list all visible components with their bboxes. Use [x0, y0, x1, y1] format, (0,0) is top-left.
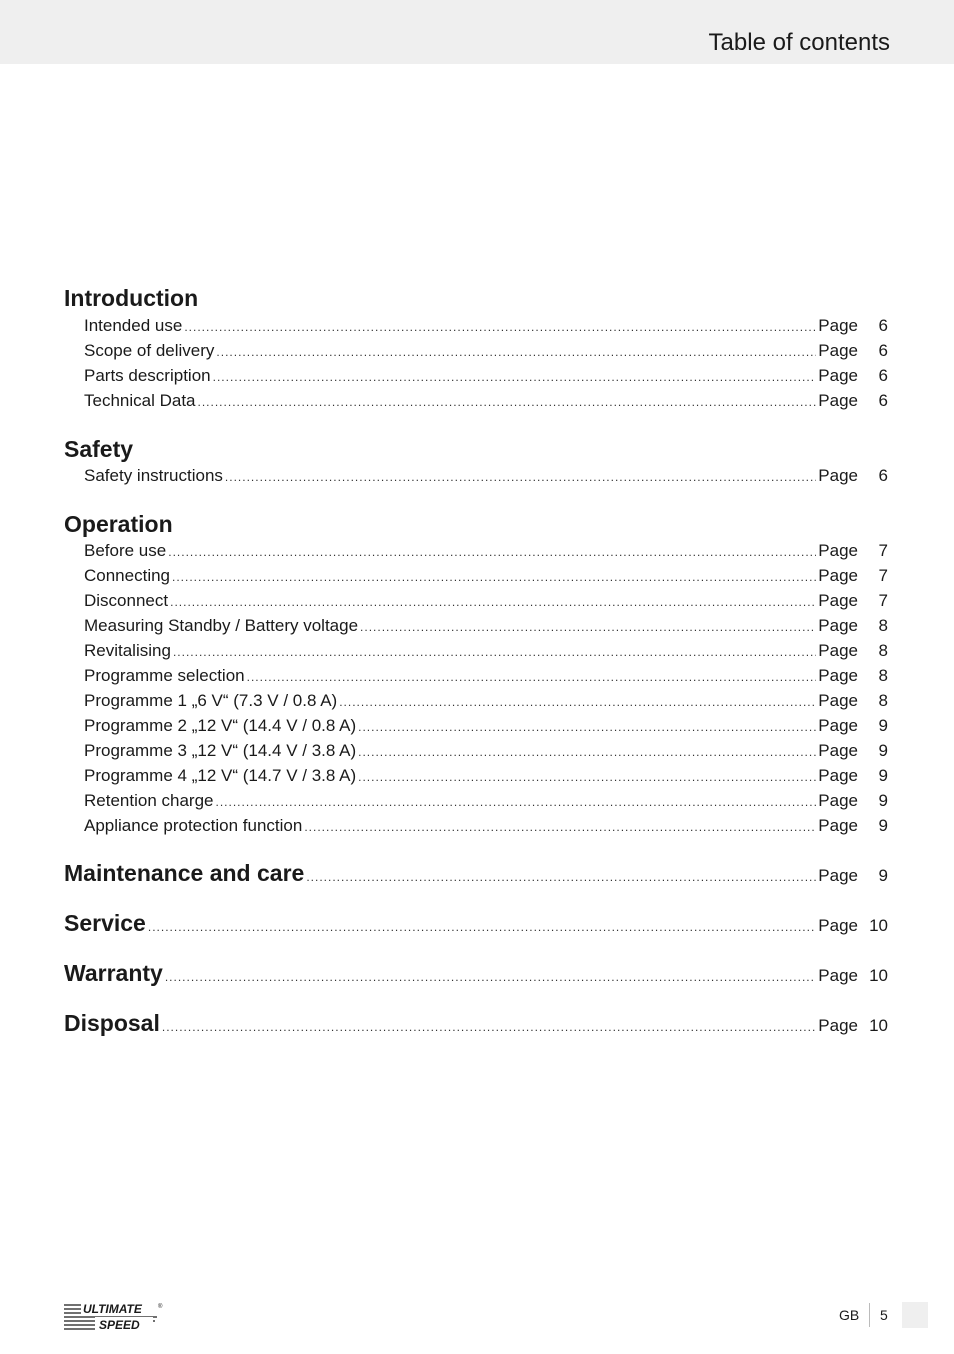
page-word: Page	[818, 916, 858, 935]
page-number: 9	[878, 816, 888, 835]
dot-leader	[360, 615, 816, 639]
page-number: 7	[878, 541, 888, 560]
dot-leader	[225, 465, 816, 489]
dot-leader	[358, 765, 816, 789]
toc-entry-label: Revitalising	[84, 641, 171, 660]
page-word: Page	[818, 466, 858, 485]
page-word: Page	[818, 1016, 858, 1035]
toc-entry-label: Programme 1 „6 V“ (7.3 V / 0.8 A)	[84, 691, 338, 710]
logo-text-bottom: SPEED	[99, 1318, 140, 1332]
dot-leader	[215, 790, 816, 814]
page-number: 6	[878, 316, 888, 335]
page-number: 6	[878, 366, 888, 385]
toc-entry-label: Scope of delivery	[84, 341, 215, 360]
toc-entry-service[interactable]	[64, 911, 888, 939]
page-word: Page	[818, 791, 858, 810]
page-number: 10	[869, 1016, 888, 1035]
page-number: 9	[878, 716, 888, 735]
toc-entry-label: Programme selection	[84, 666, 245, 685]
toc-entry[interactable]	[84, 739, 888, 764]
toc-entry[interactable]	[84, 589, 888, 614]
dot-leader	[306, 865, 816, 889]
toc-entry-label: Programme 4 „12 V“ (14.7 V / 3.8 A)	[84, 766, 357, 785]
footer-tab-box	[902, 1302, 928, 1328]
page-number: 7	[878, 591, 888, 610]
dot-leader	[165, 965, 816, 989]
logo-registered-mark: ®	[158, 1304, 163, 1310]
toc-entry-label: Maintenance and care	[64, 860, 305, 886]
page-number: 7	[878, 566, 888, 585]
toc-entry-label: Parts description	[84, 366, 211, 385]
page-number: 8	[878, 616, 888, 635]
dot-leader	[170, 590, 816, 614]
toc-entry[interactable]	[84, 464, 888, 489]
page-number: 10	[869, 966, 888, 985]
footer-divider	[869, 1303, 870, 1327]
toc-entry-label: Connecting	[84, 566, 171, 585]
page-number: 8	[878, 691, 888, 710]
toc-entry-label: Programme 2 „12 V“ (14.4 V / 0.8 A)	[84, 716, 357, 735]
toc-entry-label: Disposal	[64, 1010, 160, 1036]
toc-entry-label: Service	[64, 910, 146, 936]
page-word: Page	[818, 716, 858, 735]
logo-text-top: ULTIMATE	[83, 1302, 142, 1316]
dot-leader	[358, 740, 816, 764]
dot-leader	[148, 915, 816, 939]
page-number: 9	[878, 766, 888, 785]
dot-leader	[213, 365, 817, 389]
toc-entry-label: Safety instructions	[84, 466, 223, 485]
page-word: Page	[818, 666, 858, 685]
section-heading-safety: Safety	[64, 436, 134, 462]
dot-leader	[162, 1015, 816, 1039]
toc-entry[interactable]	[84, 639, 888, 664]
toc-entry-label: Appliance protection function	[84, 816, 303, 835]
page-number-footer: 5	[880, 1307, 888, 1323]
page-word: Page	[818, 541, 858, 560]
toc-entry-label: Measuring Standby / Battery voltage	[84, 616, 359, 635]
toc-entry[interactable]	[84, 364, 888, 389]
page-word: Page	[818, 766, 858, 785]
page-number: 9	[878, 866, 888, 885]
page-number: 8	[878, 666, 888, 685]
toc-entry[interactable]	[84, 389, 888, 414]
page-number: 9	[878, 791, 888, 810]
toc-entry[interactable]	[84, 539, 888, 564]
toc-entry-label: Disconnect	[84, 591, 169, 610]
page-word: Page	[818, 316, 858, 335]
toc-entry-maintenance[interactable]	[64, 861, 888, 889]
toc-entry-disposal[interactable]	[64, 1011, 888, 1039]
toc-entry-label: Retention charge	[84, 791, 214, 810]
page-word: Page	[818, 341, 858, 360]
page-word: Page	[818, 366, 858, 385]
page-title: Table of contents	[708, 29, 890, 56]
dot-leader	[358, 715, 816, 739]
toc-entry[interactable]	[84, 789, 888, 814]
page-number: 6	[878, 391, 888, 410]
language-code: GB	[839, 1307, 860, 1323]
toc-entry-label: Before use	[84, 541, 167, 560]
page-word: Page	[818, 616, 858, 635]
page-word: Page	[818, 816, 858, 835]
page-word: Page	[818, 566, 858, 585]
dot-leader	[172, 565, 816, 589]
page-word: Page	[818, 391, 858, 410]
page-number: 6	[878, 341, 888, 360]
toc-entry[interactable]	[84, 764, 888, 789]
toc-entry-label: Warranty	[64, 960, 163, 986]
dot-leader	[173, 640, 816, 664]
ultimate-speed-logo	[63, 1300, 163, 1334]
toc-entry-label: Programme 3 „12 V“ (14.4 V / 3.8 A)	[84, 741, 357, 760]
section-heading-introduction: Introduction	[64, 285, 199, 311]
page-number: 8	[878, 641, 888, 660]
toc-entry[interactable]	[84, 314, 888, 339]
dot-leader	[184, 315, 816, 339]
page-word: Page	[818, 866, 858, 885]
section-heading-operation: Operation	[64, 511, 173, 537]
dot-leader	[198, 390, 817, 414]
page-word: Page	[818, 691, 858, 710]
toc-entry[interactable]	[84, 564, 888, 589]
dot-leader	[168, 540, 816, 564]
page-number: 10	[869, 916, 888, 935]
page-number: 6	[878, 466, 888, 485]
toc-entry[interactable]	[84, 714, 888, 739]
page-number: 9	[878, 741, 888, 760]
toc-entry[interactable]	[84, 614, 888, 639]
page-word: Page	[818, 966, 858, 985]
dot-leader	[339, 690, 816, 714]
toc-entry-label: Technical Data	[84, 391, 196, 410]
toc-entry-label: Intended use	[84, 316, 183, 335]
dot-leader	[304, 815, 816, 839]
page-word: Page	[818, 641, 858, 660]
toc-entry[interactable]	[84, 814, 888, 839]
dot-leader	[247, 665, 817, 689]
page-word: Page	[818, 591, 858, 610]
page-word: Page	[818, 741, 858, 760]
dot-leader	[216, 340, 816, 364]
toc-entry[interactable]	[84, 689, 888, 714]
toc-entry[interactable]	[84, 664, 888, 689]
toc-entry[interactable]	[84, 339, 888, 364]
toc-entry-warranty[interactable]	[64, 961, 888, 989]
